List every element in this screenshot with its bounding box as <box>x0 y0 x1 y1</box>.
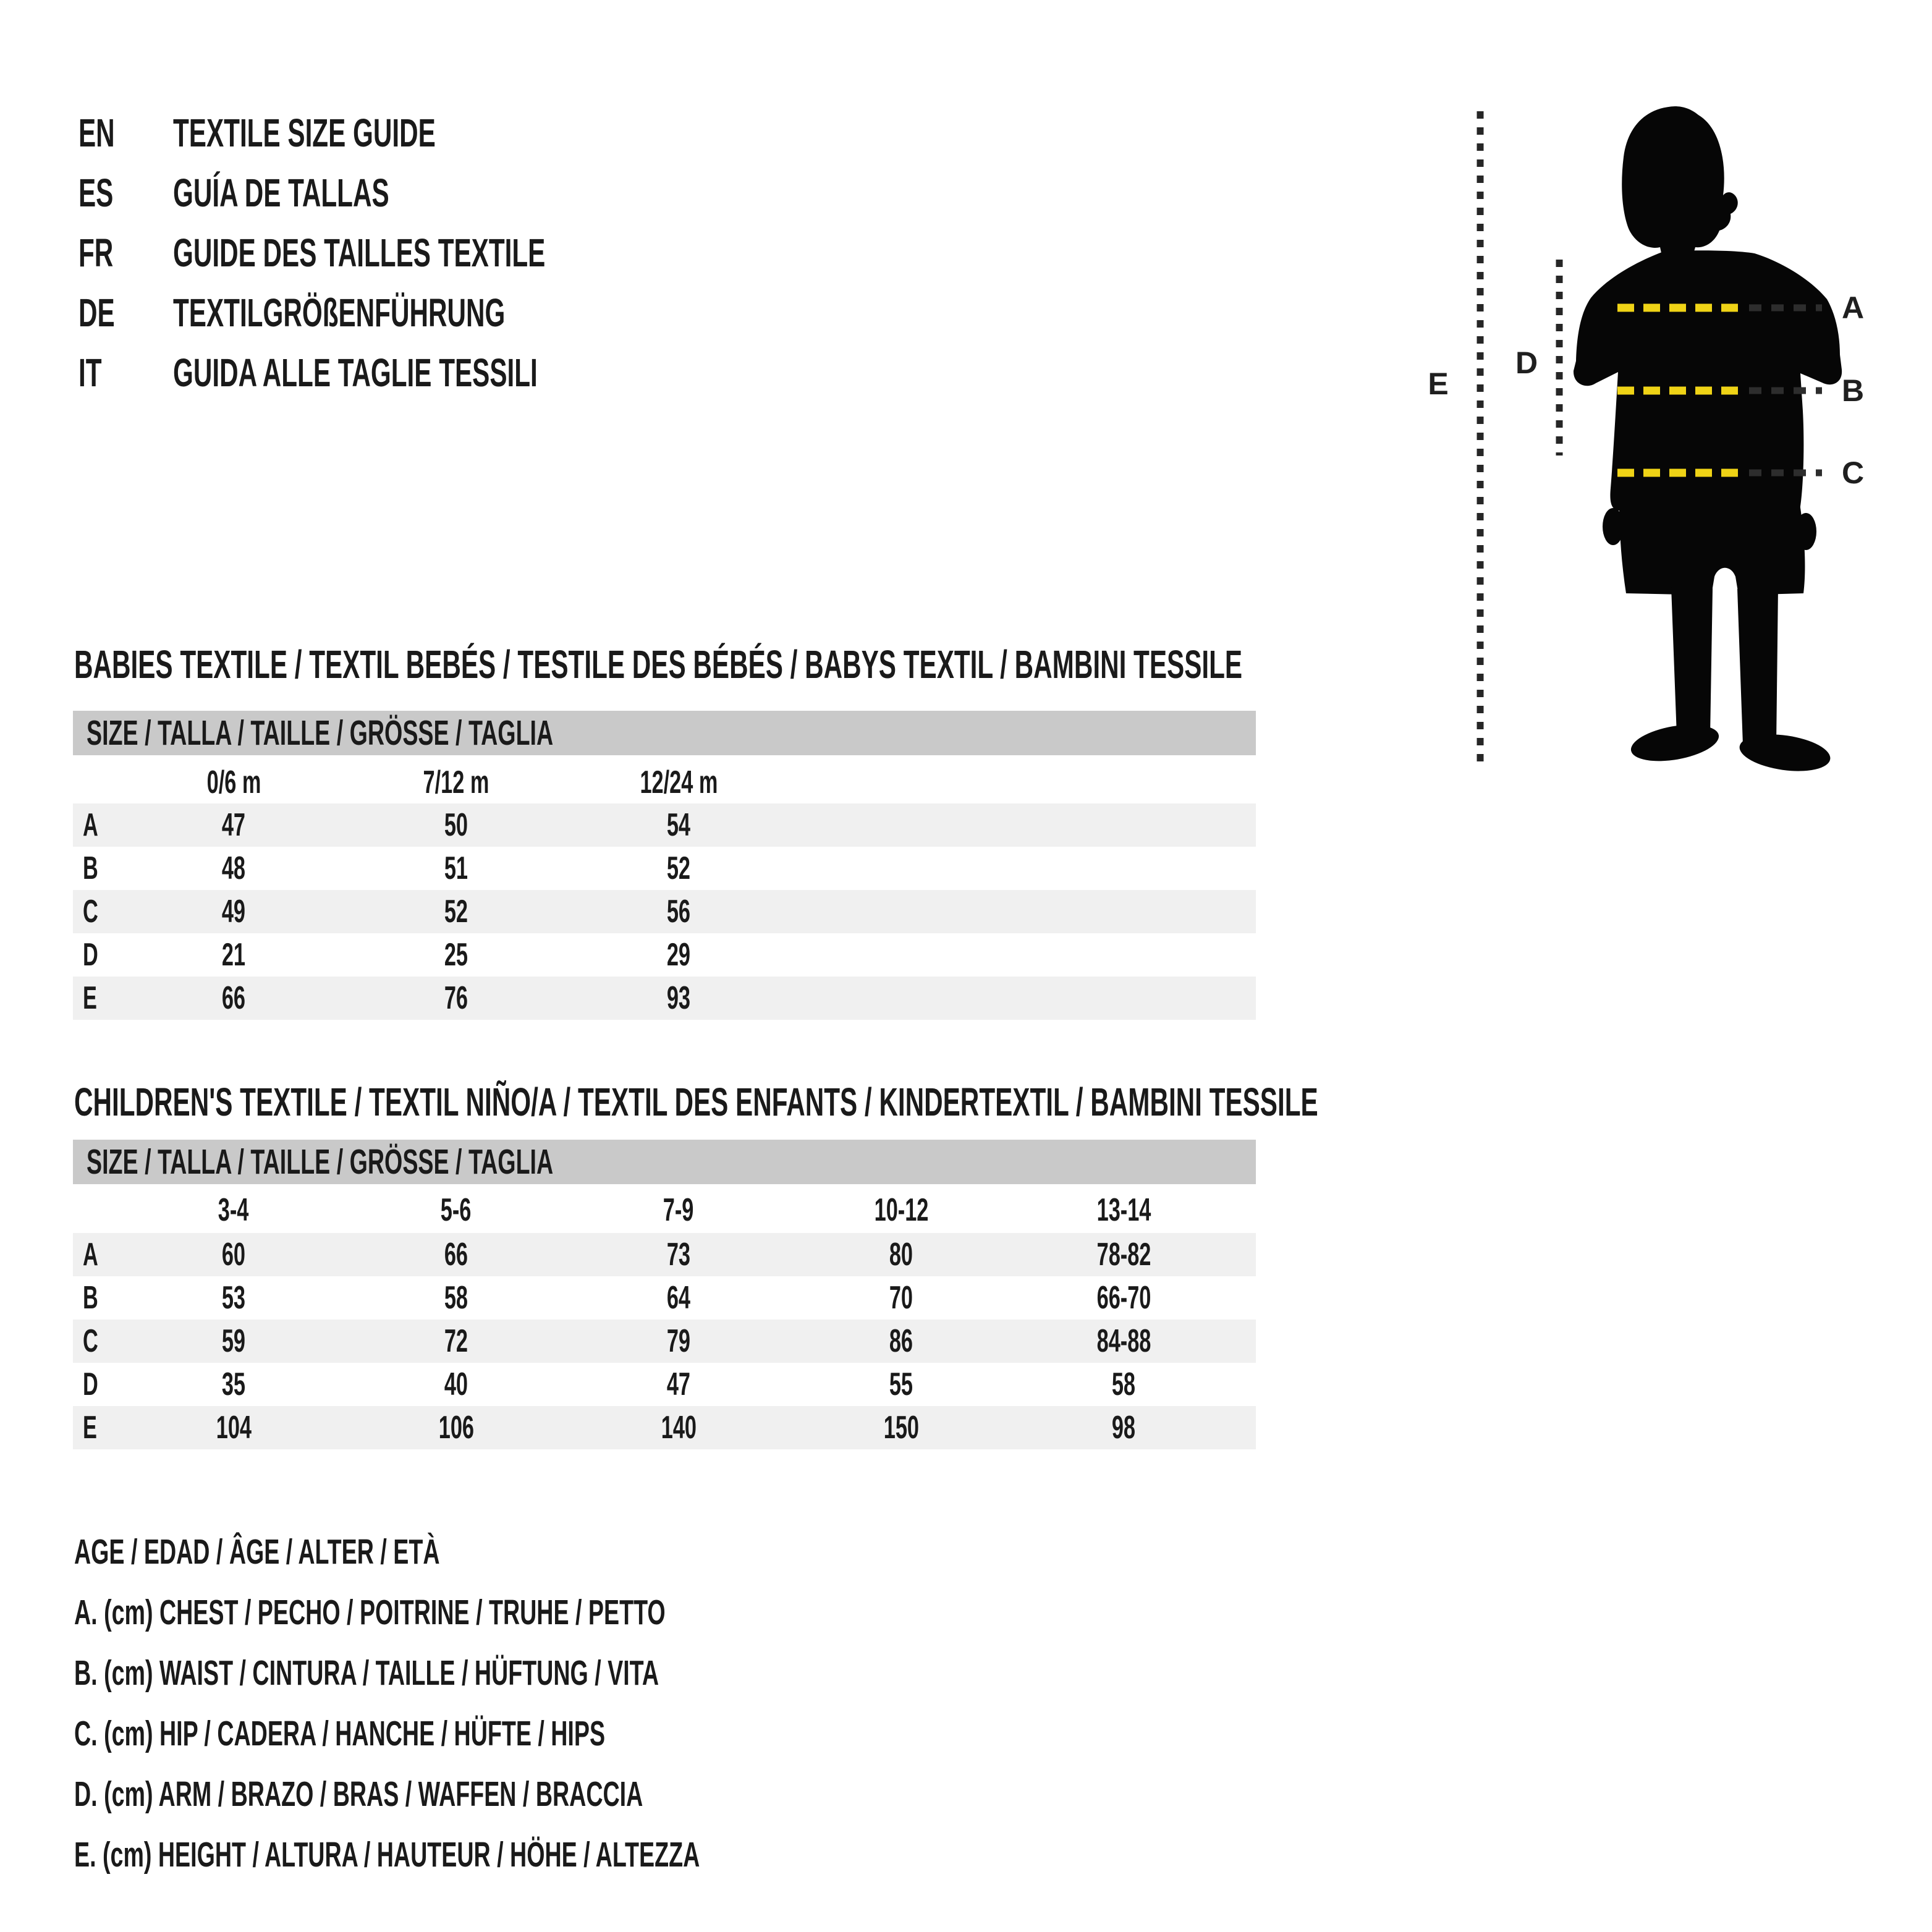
table-cell: 64 <box>666 1280 691 1316</box>
table-cell: 150 <box>883 1410 919 1446</box>
column-header: 5-6 <box>441 1192 472 1228</box>
table-cell: 40 <box>444 1366 468 1402</box>
babies-table <box>73 803 1256 1020</box>
table-cell: 66 <box>444 1237 468 1273</box>
table-cell: 50 <box>444 807 468 843</box>
children-column-headers <box>73 1190 1256 1230</box>
row-label: C <box>83 894 98 930</box>
row-label: D <box>83 1366 98 1402</box>
table-cell: 49 <box>221 894 246 930</box>
table-cell: 93 <box>666 980 691 1016</box>
babies-section-title: BABIES TEXTILE / TEXTIL BEBÉS / TESTILE DES BÉBÉS / BABYS TEXTIL / BAMBINI TESSILE <box>74 642 1243 687</box>
legend-line-hip: C. (cm) HIP / CADERA / HANCHE / HÜFTE / HIPS <box>74 1714 606 1753</box>
table-cell: 79 <box>666 1323 691 1359</box>
child-measurement-figure <box>1415 99 1904 791</box>
table-row <box>73 847 1256 890</box>
table-cell: 98 <box>1111 1410 1136 1446</box>
silhouette-head <box>1622 106 1738 256</box>
table-cell: 54 <box>666 807 691 843</box>
legend-line-arm: D. (cm) ARM / BRAZO / BRAS / WAFFEN / BRACCIA <box>74 1774 643 1814</box>
table-cell: 58 <box>1111 1366 1136 1402</box>
language-title: TEXTILGRÖßENFÜHRUNG <box>173 290 506 335</box>
table-cell: 66 <box>221 980 246 1016</box>
children-section-title: CHILDREN'S TEXTILE / TEXTIL NIÑO/A / TEXTIL DES ENFANTS / KINDERTEXTIL / BAMBINI TESSILE <box>74 1080 1318 1124</box>
legend-line-chest: A. (cm) CHEST / PECHO / POITRINE / TRUHE / PETTO <box>74 1593 666 1632</box>
table-row <box>73 1276 1256 1320</box>
row-label: B <box>83 1280 98 1316</box>
table-cell: 78-82 <box>1096 1237 1151 1273</box>
legend-line-age: AGE / EDAD / ÂGE / ALTER / ETÀ <box>74 1532 440 1572</box>
table-cell: 86 <box>889 1323 913 1359</box>
language-code: ES <box>78 170 114 215</box>
table-cell: 52 <box>666 850 691 886</box>
table-cell: 29 <box>666 937 691 973</box>
table-cell: 21 <box>221 937 246 973</box>
table-row <box>73 803 1256 847</box>
table-cell: 55 <box>889 1366 913 1402</box>
table-cell: 56 <box>666 894 691 930</box>
table-row <box>73 1233 1256 1276</box>
row-label: C <box>83 1323 98 1359</box>
language-row <box>78 342 737 402</box>
row-label: A <box>83 807 98 843</box>
row-label: E <box>83 1410 97 1446</box>
table-row <box>73 1320 1256 1363</box>
table-cell: 25 <box>444 937 468 973</box>
table-cell: 35 <box>221 1366 246 1402</box>
language-title: GUIDE DES TAILLES TEXTILE <box>173 230 546 275</box>
legend-line-height: E. (cm) HEIGHT / ALTURA / HAUTEUR / HÖHE / ALTEZZA <box>74 1835 700 1875</box>
column-header: 12/24 m <box>640 765 718 800</box>
language-row <box>78 222 737 282</box>
legend-line-waist: B. (cm) WAIST / CINTURA / TAILLE / HÜFTUNG / VITA <box>74 1653 659 1693</box>
column-header: 0/6 m <box>206 765 261 800</box>
row-label: B <box>83 850 98 886</box>
table-row <box>73 1406 1256 1449</box>
table-cell: 66-70 <box>1096 1280 1151 1316</box>
table-cell: 140 <box>661 1410 697 1446</box>
table-cell: 104 <box>216 1410 252 1446</box>
column-header: 10-12 <box>874 1192 928 1228</box>
language-title: GUIDA ALLE TAGLIE TESSILI <box>173 350 538 395</box>
babies-size-header-bar: SIZE / TALLA / TAILLE / GRÖSSE / TAGLIA <box>73 711 1256 755</box>
table-cell: 47 <box>666 1366 691 1402</box>
language-row <box>78 163 737 222</box>
table-row <box>73 977 1256 1020</box>
table-row <box>73 890 1256 933</box>
measure-label-e: E <box>1428 366 1449 401</box>
measure-label-d: D <box>1515 345 1538 380</box>
table-cell: 106 <box>438 1410 474 1446</box>
table-cell: 76 <box>444 980 468 1016</box>
table-cell: 73 <box>666 1237 691 1273</box>
language-code: EN <box>78 110 115 155</box>
table-cell: 84-88 <box>1096 1323 1151 1359</box>
table-cell: 80 <box>889 1237 913 1273</box>
column-header: 7-9 <box>663 1192 694 1228</box>
language-title: GUÍA DE TALLAS <box>173 170 389 215</box>
table-cell: 48 <box>221 850 246 886</box>
table-cell: 59 <box>221 1323 246 1359</box>
table-cell: 53 <box>221 1280 246 1316</box>
column-header: 13-14 <box>1096 1192 1151 1228</box>
measure-label-c: C <box>1842 455 1865 490</box>
babies-column-headers <box>73 763 1256 802</box>
children-table <box>73 1233 1256 1449</box>
language-code: IT <box>78 350 102 395</box>
children-size-header-bar: SIZE / TALLA / TAILLE / GRÖSSE / TAGLIA <box>73 1140 1256 1184</box>
table-cell: 47 <box>221 807 246 843</box>
table-cell: 52 <box>444 894 468 930</box>
language-code: FR <box>78 230 114 275</box>
measure-label-b: B <box>1842 373 1865 408</box>
row-label: D <box>83 937 98 973</box>
row-label: A <box>83 1237 98 1273</box>
language-row <box>78 282 737 342</box>
language-code: DE <box>78 290 115 335</box>
table-cell: 70 <box>889 1280 913 1316</box>
language-title-list <box>78 103 737 402</box>
row-label: E <box>83 980 97 1016</box>
table-row <box>73 1363 1256 1406</box>
table-cell: 58 <box>444 1280 468 1316</box>
language-row <box>78 103 737 163</box>
table-cell: 60 <box>221 1237 246 1273</box>
table-cell: 51 <box>444 850 468 886</box>
table-cell: 72 <box>444 1323 468 1359</box>
column-header: 7/12 m <box>423 765 489 800</box>
table-row <box>73 933 1256 977</box>
measurement-legend <box>74 1522 1022 1885</box>
silhouette-shorts <box>1619 504 1805 595</box>
measure-label-a: A <box>1842 290 1865 325</box>
column-header: 3-4 <box>218 1192 249 1228</box>
language-title: TEXTILE SIZE GUIDE <box>173 110 436 155</box>
